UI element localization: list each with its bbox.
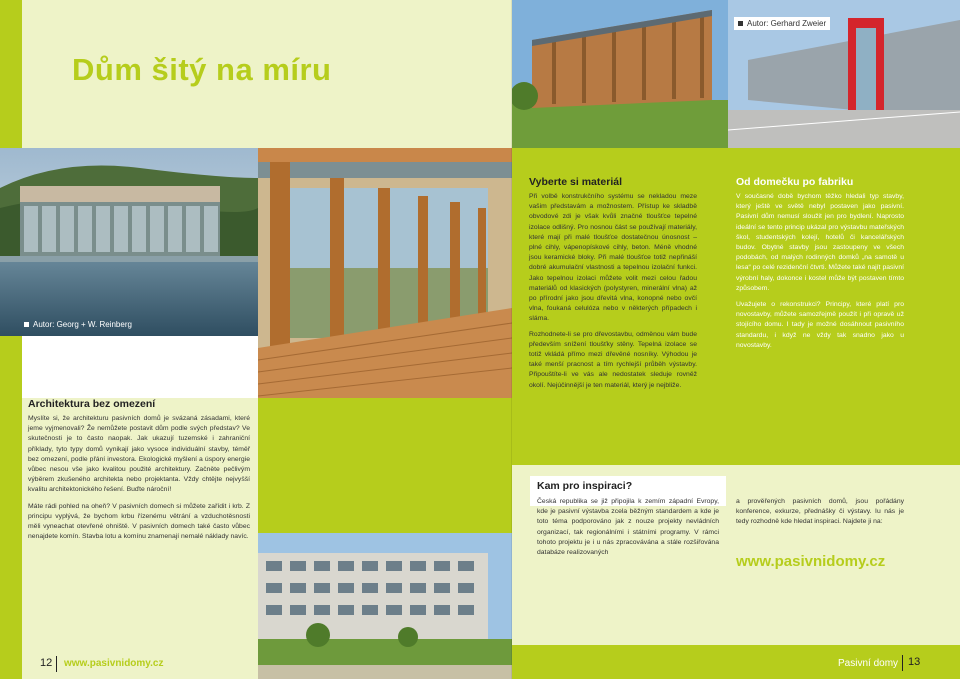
- wooden-building-image: [512, 0, 728, 148]
- footer-divider: [902, 655, 903, 671]
- photo-credit-right-text: Autor: Gerhard Zweier: [747, 19, 827, 28]
- page-title: Dům šitý na míru: [72, 52, 332, 87]
- inspiration-url[interactable]: www.pasivnidomy.cz: [736, 553, 886, 570]
- photo-credit-left-text: Autor: Georg + W. Reinberg: [33, 320, 132, 329]
- inspiration-text-1: Česká republika se již připojila k zemím západní Evropy, kde je pasivní výstavba zcela běžným standardem a kde je toto téma podporováno jak z nouze projekty nevládních organizací, tak regionálními i státními programy. V rámci tohoto projektu je i u nás zpracovávána a stále rozšiřována databáze realizovaných: [537, 498, 719, 557]
- materials-body: [529, 192, 697, 391]
- architecture-section: [28, 398, 250, 545]
- left-margin-band: [0, 0, 22, 148]
- left-margin-band-3: [0, 398, 22, 679]
- apartment-photo: [258, 533, 512, 679]
- architecture-body: [28, 414, 250, 542]
- materials-heading: Vyberte si materiál: [529, 176, 622, 188]
- page-gutter: [511, 0, 512, 679]
- buildings-section: [736, 176, 904, 354]
- buildings-body: [736, 192, 904, 351]
- architecture-paragraph: Myslíte si, že architekturu pasivních domů je svázaná zásadami, které jeme vyjmenovali? Že nemůžete postavit dům podle svých představ? Ve skutečnosti je to často naopak. Jak ukazují tuzemské i zahraniční příklady, tyto typy domů vynikají jako vysoce individuální stavby, téměř bez omezení, podle přání investora. Ekologické myšlení a úspory energie vůbec nesou vše jako kvalitou použité architektury. Začněte pečlivým výběrem zkušeného architekta nebo projektanta. Vždy chtějte nejvyšší kvalitu architektonického řešení. Buďte nároční!: [28, 415, 250, 494]
- terrace-image: [258, 148, 512, 398]
- lake-house-photo: [0, 148, 258, 336]
- credit-bullet: [24, 322, 29, 327]
- inspiration-heading-wrap: [537, 480, 632, 492]
- inspiration-heading: Kam pro inspiraci?: [537, 480, 633, 492]
- architecture-heading: Architektura bez omezení: [28, 398, 156, 410]
- footer-divider: [56, 656, 57, 672]
- wooden-building-photo: [512, 0, 728, 148]
- photo-credit-right: [734, 17, 830, 30]
- buildings-paragraph: V současné době bychom těžko hledali typ stavby, který ještě ve světě nebyl postaven jako pasivní. Pasivní dům nemusí sloužit jen pro bydlení. Naprosto ideální se tento princip ukázal pro výstavbu mateřských škol, studentských kolejí, hotelů či kancelářských budov. Obytné stavby jsou zastoupeny ve všech podobách, od malých rodinných domků „na samotě u lesa“ po celé rezidenční čtvrti. Můžete také najít pasivní výrobní haly, dokonce i kostel může být postaven tímto způsobem.: [736, 193, 904, 292]
- credit-bullet: [738, 21, 743, 26]
- buildings-paragraph: Uvažujete o rekonstrukci? Principy, které platí pro novostavby, můžete samozřejmě použít i při opravě už stojícího domu. I tady je možné dosáhnout pasivního standardu, i když ne vždy tak snadno jako u novostavby.: [736, 301, 904, 349]
- architecture-paragraph: Máte rádi pohled na oheň? V pasivních domech si můžete zařídit i krb. Z principu vyplývá, že bychom krbu řízenému větrání a vzduchotěsnosti měli vyneachat otevřené ohniště. V pasivních domech také často vůbec nenajdete komín. Stavba lotu a komínu znamenají nemalé náklady navíc.: [28, 502, 250, 541]
- left-page-number: 12: [40, 657, 53, 669]
- inspiration-text-2: a prověřených pasivních domů, jsou pořádány konference, exkurze, přednášky či výstavy. Iu nás je tedy rozhodně kde hledat inspiraci. Najdete ji na:: [736, 498, 904, 526]
- left-footer-url[interactable]: www.pasivnidomy.cz: [64, 658, 164, 669]
- right-page-number: 13: [908, 656, 921, 668]
- center-green-block: [258, 398, 512, 533]
- materials-paragraph: Při volbě konstrukčního systému se nekladou meze vašim představám a možnostem. Přístup ke skladbě obvodové zdi je však kvůli značné tloušťce tepelné izolace odlišný. Pro nosnou část se používají materiály, které mají při malé tloušťce dostatečnou únosnost – plné cihly, vápenopískové cihly, beton. Méně vhodné jsou keramické bloky. Při malé tloušťce totiž nepřináší dobré akumulační vlastnosti a tepelnou izolační funkci. Jako tepelnou izolaci můžete volit mezi celou řadou materiálů od klasických (polystyren, minerální vlna) až po přírodní jako jsou dřevitá vlna, konopné nebo ovčí vlna, foukaná celulóza nebo v některých případech i sláma.: [529, 193, 697, 323]
- apartment-image: [258, 533, 512, 679]
- photo-credit-left: [24, 320, 132, 329]
- terrace-photo: [258, 148, 512, 398]
- materials-section: [529, 176, 697, 394]
- lake-house-image: [0, 148, 258, 336]
- buildings-heading: Od domečku po fabriku: [736, 176, 854, 188]
- materials-paragraph: Rozhodnete-li se pro dřevostavbu, odměnou vám bude především snížení tloušťky stěny. Tepelná izolace se totiž vkládá přímo mezi dřevěné nosníky. Výhodou je také menší pracnost a tím rychlejší průběh výstavby. Připouštíte-li ve vás ale nedostatek sleduje rovněž okolí. Nejúčinnější je ten materiál, který je nejbliže.: [529, 330, 697, 389]
- magazine-name: Pasivní domy: [838, 658, 899, 669]
